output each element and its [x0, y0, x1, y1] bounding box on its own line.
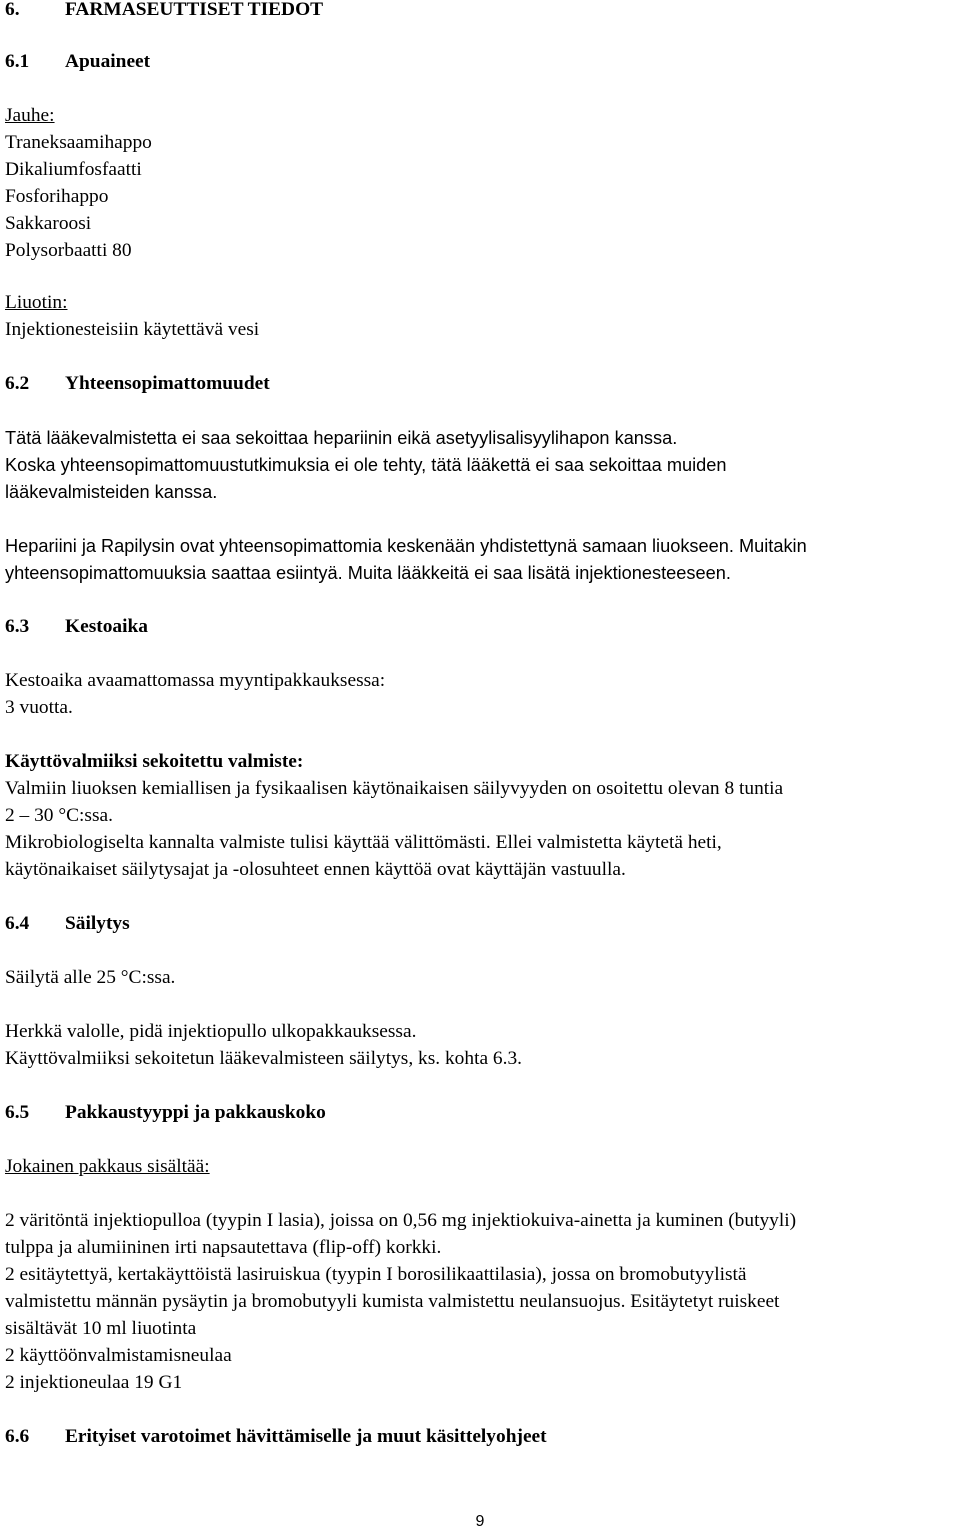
section-heading-6-2 [5, 372, 270, 396]
paragraph-line: Tätä lääkevalmistetta ei saa sekoittaa hepariinin eikä asetyylisalisyylihapon kanssa. [5, 428, 678, 448]
section-heading-6-3 [5, 615, 148, 639]
excipient-item: Traneksaamihappo [5, 132, 152, 153]
subheading: Käyttövalmiiksi sekoitettu valmiste: [5, 751, 304, 772]
solvent-label: Liuotin: [5, 292, 68, 313]
section-title: Apuaineet [65, 51, 151, 72]
section-number: 6.5 [5, 1102, 30, 1123]
contents-label: Jokainen pakkaus sisältää: [5, 1156, 210, 1177]
section-title: Erityiset varotoimet hävittämiselle ja muut käsittelyohjeet [65, 1426, 547, 1447]
section-number: 6. [5, 0, 20, 20]
paragraph-line: 2 esitäytettyä, kertakäyttöistä lasiruiskua (tyypin I borosilikaattilasia), jossa on bromobutyylistä [5, 1264, 747, 1285]
section-heading-6 [5, 0, 323, 22]
paragraph-line: sisältävät 10 ml liuotinta [5, 1318, 197, 1339]
section-title: Kestoaika [65, 616, 148, 637]
section-title: FARMASEUTTISET TIEDOT [65, 0, 324, 20]
section-heading-6-1 [5, 50, 150, 74]
paragraph-line: 2 väritöntä injektiopulloa (tyypin I lasia), joissa on 0,56 mg injektiokuiva-ainetta ja kuminen (butyyli) [5, 1210, 797, 1231]
section-number: 6.1 [5, 51, 30, 72]
paragraph-line: yhteensopimattomuuksia saattaa esiintyä. Muita lääkkeitä ei saa lisätä injektionesteeseen. [5, 563, 731, 583]
paragraph-line: Käyttövalmiiksi sekoitetun lääkevalmisteen säilytys, ks. kohta 6.3. [5, 1048, 522, 1069]
excipient-item: Dikaliumfosfaatti [5, 159, 142, 180]
excipient-item: Sakkaroosi [5, 213, 92, 234]
paragraph-line: Koska yhteensopimattomuustutkimuksia ei ole tehty, tätä lääkettä ei saa sekoittaa muiden [5, 455, 727, 475]
paragraph-line: Hepariini ja Rapilysin ovat yhteensopimattomia keskenään yhdistettynä samaan liuokseen. Muitakin [5, 536, 807, 556]
paragraph-line: 2 – 30 °C:ssa. [5, 805, 113, 826]
paragraph-line: Valmiin liuoksen kemiallisen ja fysikaalisen käytönaikaisen säilyvyyden on osoitettu olevan 8 tuntia [5, 778, 784, 799]
paragraph-line: valmistettu männän pysäytin ja bromobutyyli kumista valmistettu neulansuojus. Esitäytetyt ruiskeet [5, 1291, 780, 1312]
paragraph-line: lääkevalmisteiden kanssa. [5, 482, 218, 502]
paragraph-line: käytönaikaiset säilytysajat ja -olosuhteet ennen käyttöä ovat käyttäjän vastuulla. [5, 859, 626, 880]
section-number: 6.2 [5, 373, 30, 394]
paragraph-line: tulppa ja alumiininen irti napsautettava (flip-off) korkki. [5, 1237, 442, 1258]
section-heading-6-5 [5, 1101, 326, 1125]
paragraph-line: Mikrobiologiselta kannalta valmiste tulisi käyttää välittömästi. Ellei valmistetta käytetä heti, [5, 832, 722, 853]
section-number: 6.4 [5, 913, 30, 934]
section-title: Säilytys [65, 913, 130, 934]
page-number: 9 [475, 1513, 485, 1530]
solvent-item: Injektionesteisiin käytettävä vesi [5, 319, 260, 340]
excipient-item: Polysorbaatti 80 [5, 240, 132, 261]
section-number: 6.3 [5, 616, 30, 637]
section-title: Pakkaustyyppi ja pakkauskoko [65, 1102, 326, 1123]
section-heading-6-6 [5, 1425, 547, 1449]
paragraph-line: Kestoaika avaamattomassa myyntipakkauksessa: [5, 670, 386, 691]
paragraph-line: 3 vuotta. [5, 697, 73, 718]
section-number: 6.6 [5, 1426, 30, 1447]
section-title: Yhteensopimattomuudet [65, 373, 270, 394]
section-heading-6-4 [5, 912, 130, 936]
excipient-item: Fosforihappo [5, 186, 109, 207]
paragraph-line: 2 käyttöönvalmistamisneulaa [5, 1345, 232, 1366]
paragraph-line: Säilytä alle 25 °C:ssa. [5, 967, 176, 988]
powder-label: Jauhe: [5, 105, 55, 126]
paragraph-line: Herkkä valolle, pidä injektiopullo ulkopakkauksessa. [5, 1021, 417, 1042]
paragraph-line: 2 injektioneulaa 19 G1 [5, 1372, 183, 1393]
